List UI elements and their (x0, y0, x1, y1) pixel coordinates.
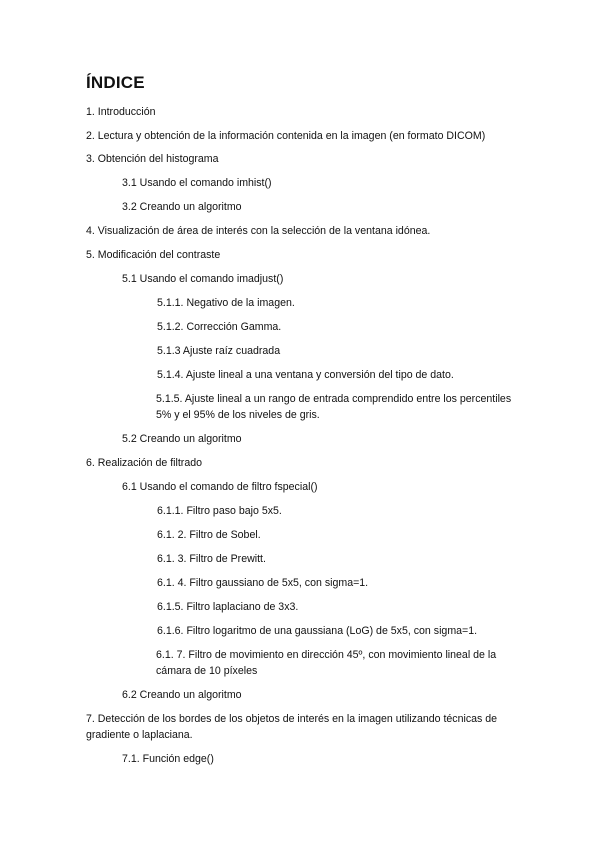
toc-entry-1: 1. Introducción (86, 106, 156, 118)
toc-entry-6-1-2: 6.1. 2. Filtro de Sobel. (157, 529, 261, 541)
toc-entry-3-1: 3.1 Usando el comando imhist() (122, 177, 272, 189)
toc-entry-5-1: 5.1 Usando el comando imadjust() (122, 273, 284, 285)
toc-entry-6-1-7-text: 6.1. 7. Filtro de movimiento en dirección 45º, con movimiento lineal de la cámara de 10 píxeles (156, 649, 497, 677)
toc-entry-5-1-5-text: 5.1.5. Ajuste lineal a un rango de entrada comprendido entre los percentiles 5% y el 95% de los niveles de gris. (156, 393, 512, 421)
toc-entry-6-1-3: 6.1. 3. Filtro de Prewitt. (157, 553, 266, 565)
toc-entry-6-1-4: 6.1. 4. Filtro gaussiano de 5x5, con sigma=1. (157, 577, 369, 589)
toc-entry-7-text: 7. Detección de los bordes de los objetos de interés en la imagen utilizando técnicas de gradiente o laplaciana. (86, 713, 498, 741)
toc-entry-3: 3. Obtención del histograma (86, 153, 219, 165)
page-title: ÍNDICE (86, 73, 145, 92)
toc-entry-5-1-5 (86, 391, 516, 423)
toc-entry-7 (86, 711, 516, 743)
toc-entry-5-1-1: 5.1.1. Negativo de la imagen. (157, 297, 295, 309)
toc-entry-6-1-6: 6.1.6. Filtro logaritmo de una gaussiana (LoG) de 5x5, con sigma=1. (157, 625, 478, 637)
toc-entry-5-2: 5.2 Creando un algoritmo (122, 433, 242, 445)
toc-entry-5: 5. Modificación del contraste (86, 249, 221, 261)
toc-entry-6: 6. Realización de filtrado (86, 457, 203, 469)
toc-entry-6-1-7 (86, 647, 516, 679)
toc-entry-6-2: 6.2 Creando un algoritmo (122, 689, 242, 701)
toc-entry-7-1: 7.1. Función edge() (122, 753, 214, 765)
toc-entry-6-1: 6.1 Usando el comando de filtro fspecial() (122, 481, 318, 493)
toc-entry-5-1-2: 5.1.2. Corrección Gamma. (157, 321, 282, 333)
toc-entry-6-1-1: 6.1.1. Filtro paso bajo 5x5. (157, 505, 282, 517)
toc-entry-2: 2. Lectura y obtención de la información contenida en la imagen (en formato DICOM) (86, 130, 486, 142)
toc-entry-5-1-3: 5.1.3 Ajuste raíz cuadrada (157, 345, 281, 357)
toc-entry-3-2: 3.2 Creando un algoritmo (122, 201, 242, 213)
toc-entry-5-1-4: 5.1.4. Ajuste lineal a una ventana y conversión del tipo de dato. (157, 369, 454, 381)
toc-entry-4: 4. Visualización de área de interés con la selección de la ventana idónea. (86, 225, 431, 237)
toc-entry-6-1-5: 6.1.5. Filtro laplaciano de 3x3. (157, 601, 299, 613)
